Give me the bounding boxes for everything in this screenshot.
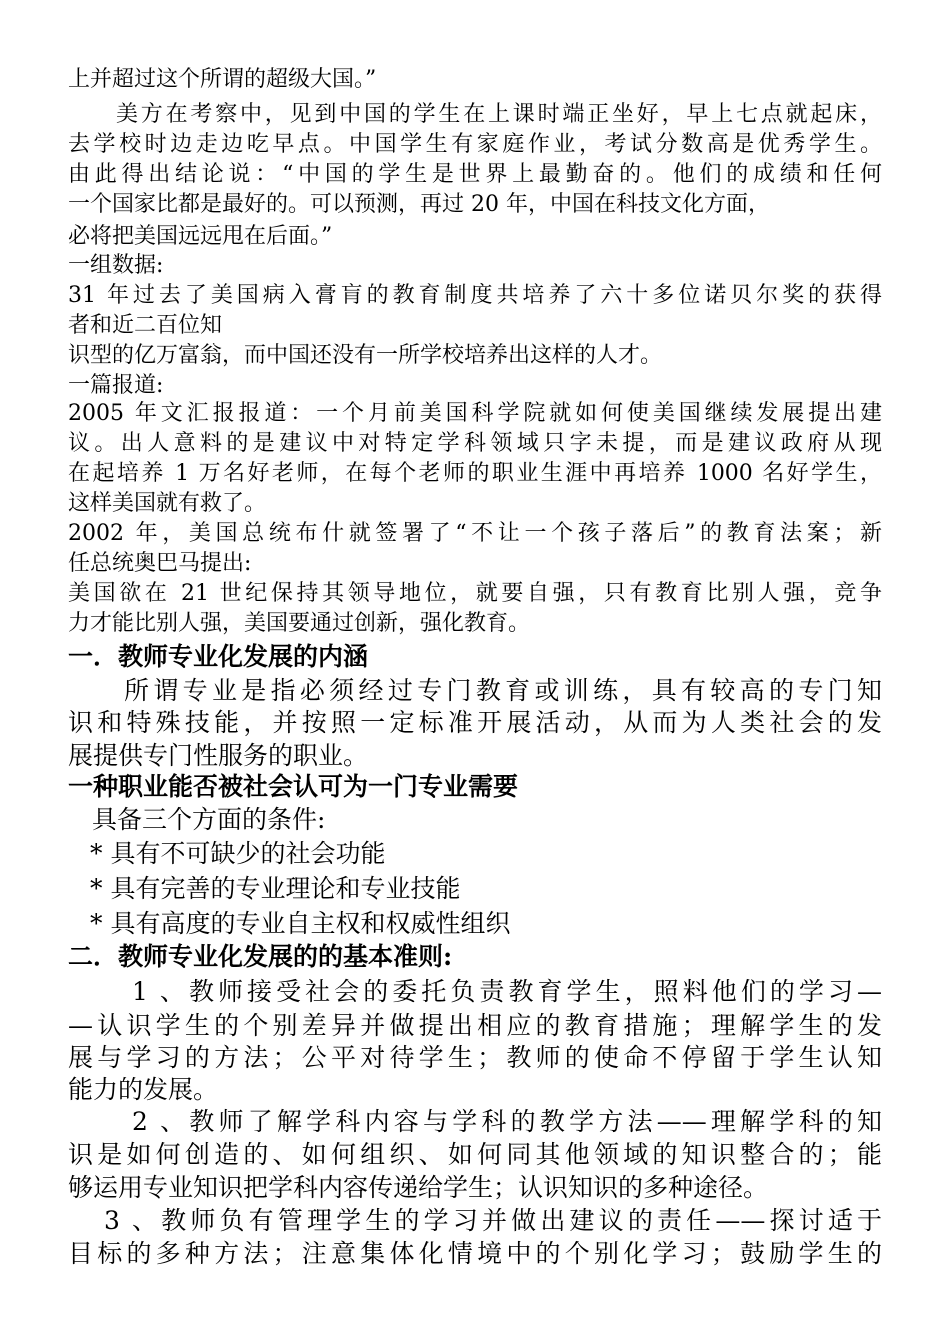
intro-line-4: 由此得出结论说：“中国的学生是世界上最勤奋的。他们的成绩和任何 bbox=[68, 162, 882, 187]
report-line-4: 这样美国就有救了。 bbox=[68, 491, 267, 516]
principle-2-line-2: 识是如何创造的、如何组织、如何同其他领域的知识整合的；能 bbox=[68, 1140, 882, 1169]
section-1-title: 一．教师专业化发展的内涵 bbox=[68, 642, 369, 671]
data-line-2: 者和近二百位知 bbox=[68, 313, 223, 338]
report-line-7: 美国欲在 21 世纪保持其领导地位，就要自强，只有教育比别人强，竞争 bbox=[68, 581, 882, 606]
section-1-para-line-1: 所谓专业是指必须经过专门教育或训练，具有较高的专门知 bbox=[124, 676, 882, 705]
intro-line-2: 美方在考察中，见到中国的学生在上课时端正坐好，早上七点就起床， bbox=[116, 102, 882, 127]
intro-line-6: 必将把美国远远甩在后面。” bbox=[68, 224, 333, 249]
report-line-6: 任总统奥巴马提出: bbox=[68, 551, 252, 576]
section-2-title: 二．教师专业化发展的的基本准则: bbox=[68, 942, 453, 971]
report-line-3: 在起培养 1 万名好老师，在每个老师的职业生涯中再培养 1000 名好学生， bbox=[68, 461, 882, 486]
intro-line-1: 上并超过这个所谓的超级大国。” bbox=[68, 67, 377, 92]
report-line-5: 2002 年，美国总统布什就签署了“不让一个孩子落后”的教育法案；新 bbox=[68, 521, 882, 546]
condition-item: * 具有完善的专业理论和专业技能 bbox=[90, 874, 461, 903]
principle-2-line-1: 2 、教师了解学科内容与学科的教学方法——理解学科的知 bbox=[132, 1107, 882, 1136]
conditions-intro: 具备三个方面的条件: bbox=[92, 805, 326, 834]
section-1-para-line-2: 识和特殊技能，并按照一定标准开展活动，从而为人类社会的发 bbox=[68, 708, 882, 737]
section-1-subheading: 一种职业能否被社会认可为一门专业需要 bbox=[68, 772, 519, 801]
principle-1-line-3: 展与学习的方法；公平对待学生；教师的使命不停留于学生认知 bbox=[68, 1043, 882, 1072]
section-1-para-line-3: 展提供专门性服务的职业。 bbox=[68, 741, 369, 770]
report-heading: 一篇报道: bbox=[68, 373, 164, 398]
data-line-3: 识型的亿万富翁，而中国还没有一所学校培养出这样的人才。 bbox=[68, 343, 663, 368]
intro-line-3: 去学校时边走边吃早点。中国学生有家庭作业，考试分数高是优秀学生。 bbox=[68, 132, 882, 157]
principle-1-line-4: 能力的发展。 bbox=[68, 1075, 219, 1104]
principle-2-line-3: 够运用专业知识把学科内容传递给学生；认识知识的多种途径。 bbox=[68, 1173, 769, 1202]
intro-line-5: 一个国家比都是最好的。可以预测，再过 20 年，中国在科技文化方面， bbox=[68, 192, 770, 217]
report-line-8: 力才能比别人强，美国要通过创新，强化教育。 bbox=[68, 611, 531, 636]
principle-1-line-2: —认识学生的个别差异并做提出相应的教育措施；理解学生的发 bbox=[68, 1011, 882, 1040]
principle-3-line-2: 目标的多种方法；注意集体化情境中的个别化学习；鼓励学生的 bbox=[68, 1239, 882, 1268]
principle-1-line-1: 1 、教师接受社会的委托负责教育学生，照料他们的学习— bbox=[132, 977, 882, 1006]
principle-3-line-1: 3 、教师负有管理学生的学习并做出建议的责任——探讨适于 bbox=[104, 1206, 882, 1235]
report-line-1: 2005 年文汇报报道：一个月前美国科学院就如何使美国继续发展提出建 bbox=[68, 401, 882, 426]
condition-item: * 具有不可缺少的社会功能 bbox=[90, 839, 386, 868]
data-heading: 一组数据: bbox=[68, 253, 164, 278]
data-line-1: 31 年过去了美国病入膏肓的教育制度共培养了六十多位诺贝尔奖的获得 bbox=[68, 283, 882, 308]
condition-item: * 具有高度的专业自主权和权威性组织 bbox=[90, 909, 511, 938]
report-line-2: 议。出人意料的是建议中对特定学科领域只字未提，而是建议政府从现 bbox=[68, 431, 882, 456]
